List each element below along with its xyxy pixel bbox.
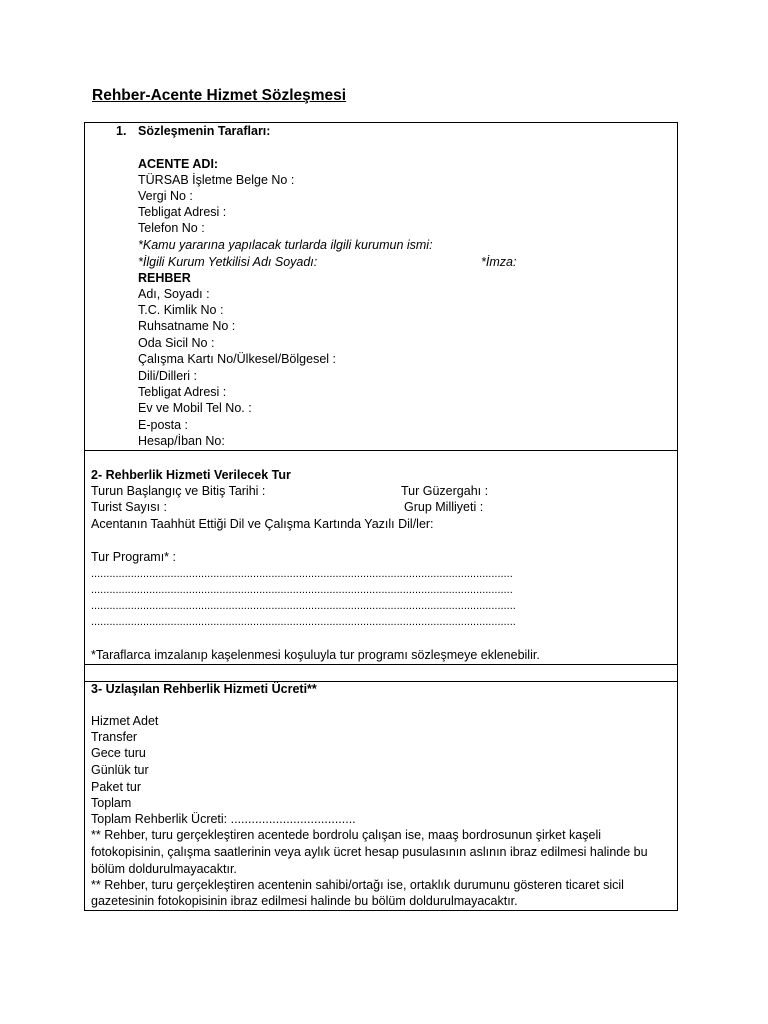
section3-heading: 3- Uzlaşılan Rehberlik Hizmeti Ücreti** [91, 682, 317, 696]
fee-note1-line3: bölüm doldurulmayacaktır. [91, 862, 237, 876]
tarih-label: Turun Başlangıç ve Bitiş Tarihi : [91, 484, 266, 498]
rehber-field-ruhsat: Ruhsatname No : [138, 319, 236, 333]
rehber-field-oda: Oda Sicil No : [138, 336, 215, 350]
fee-note2-line1: ** Rehber, turu gerçekleştiren acentenin sahibi/ortağı ise, ortaklık durumunu gösteren ticaret sicil [91, 878, 624, 892]
rehber-field-adi: Adı, Soyadı : [138, 287, 210, 301]
acente-field-tebligat: Tebligat Adresi : [138, 205, 227, 219]
fee-item-hizmet: Hizmet Adet [91, 714, 159, 728]
kamu-note: *Kamu yararına yapılacak turlarda ilgili kurumun ismi: [138, 238, 433, 252]
program-dots-4: ........................................................................................................................................... [91, 616, 516, 628]
turist-label: Turist Sayısı : [91, 500, 167, 514]
program-dots-1: .......................................................................................................................................... [91, 568, 513, 580]
rehber-field-tel: Ev ve Mobil Tel No. : [138, 401, 252, 415]
rehber-field-eposta: E-posta : [138, 418, 189, 432]
section1-heading: Sözleşmenin Tarafları: [138, 124, 271, 138]
acente-field-telefon: Telefon No : [138, 221, 205, 235]
fee-item-paket: Paket tur [91, 780, 142, 794]
fee-item-gunluk: Günlük tur [91, 763, 149, 777]
program-label: Tur Programı* : [91, 550, 176, 564]
rehber-field-tebligat: Tebligat Adresi : [138, 385, 227, 399]
program-dots-2: .......................................................................................................................................... [91, 584, 513, 596]
program-dots-3: ........................................................................................................................................... [91, 600, 516, 612]
acente-heading: ACENTE ADI: [138, 157, 219, 171]
guzergah-label: Tur Güzergahı : [401, 484, 489, 498]
rehber-field-dil: Dili/Dilleri : [138, 369, 198, 383]
rehber-field-tc: T.C. Kimlik No : [138, 303, 224, 317]
imza-label: *İmza: [481, 255, 517, 269]
fee-note2-line2: gazetesinin fotokopisinin ibraz edilmesi halinde bu bölüm doldurulmayacaktır. [91, 894, 518, 908]
yetkili-label: *İlgili Kurum Yetkilisi Adı Soyadı: [138, 255, 318, 269]
fee-item-toplam: Toplam [91, 796, 132, 810]
rehber-heading: REHBER [138, 271, 191, 285]
fee-item-gece: Gece turu [91, 746, 146, 760]
section1-number: 1. [116, 124, 127, 138]
document-title: Rehber-Acente Hizmet Sözleşmesi [92, 87, 347, 104]
section-divider-2 [84, 664, 678, 665]
acente-field-tursab: TÜRSAB İşletme Belge No : [138, 173, 295, 187]
acente-field-vergi: Vergi No : [138, 189, 193, 203]
program-note: *Taraflarca imzalanıp kaşelenmesi koşuluyla tur programı sözleşmeye eklenebilir. [91, 648, 540, 662]
rehber-field-iban: Hesap/İban No: [138, 434, 225, 448]
milliyet-label: Grup Milliyeti : [404, 500, 484, 514]
fee-note1-line2: fotokopisinin, çalışma saatlerinin veya aylık ücret hesap pusulasının aslının ibraz edilmesi halinde bu [91, 845, 648, 859]
fee-item-transfer: Transfer [91, 730, 138, 744]
section2-heading: 2- Rehberlik Hizmeti Verilecek Tur [91, 468, 291, 482]
toplam-ucret: Toplam Rehberlik Ücreti: .................................... [91, 812, 356, 826]
fee-note1-line1: ** Rehber, turu gerçekleştiren acentede bordrolu çalışan ise, maaş bordrosunun şirket kaşeli [91, 828, 601, 842]
section-divider-1 [84, 450, 678, 451]
rehber-field-calisma: Çalışma Kartı No/Ülkesel/Bölgesel : [138, 352, 336, 366]
dil-label: Acentanın Taahhüt Ettiği Dil ve Çalışma Kartında Yazılı Dil/ler: [91, 517, 434, 531]
